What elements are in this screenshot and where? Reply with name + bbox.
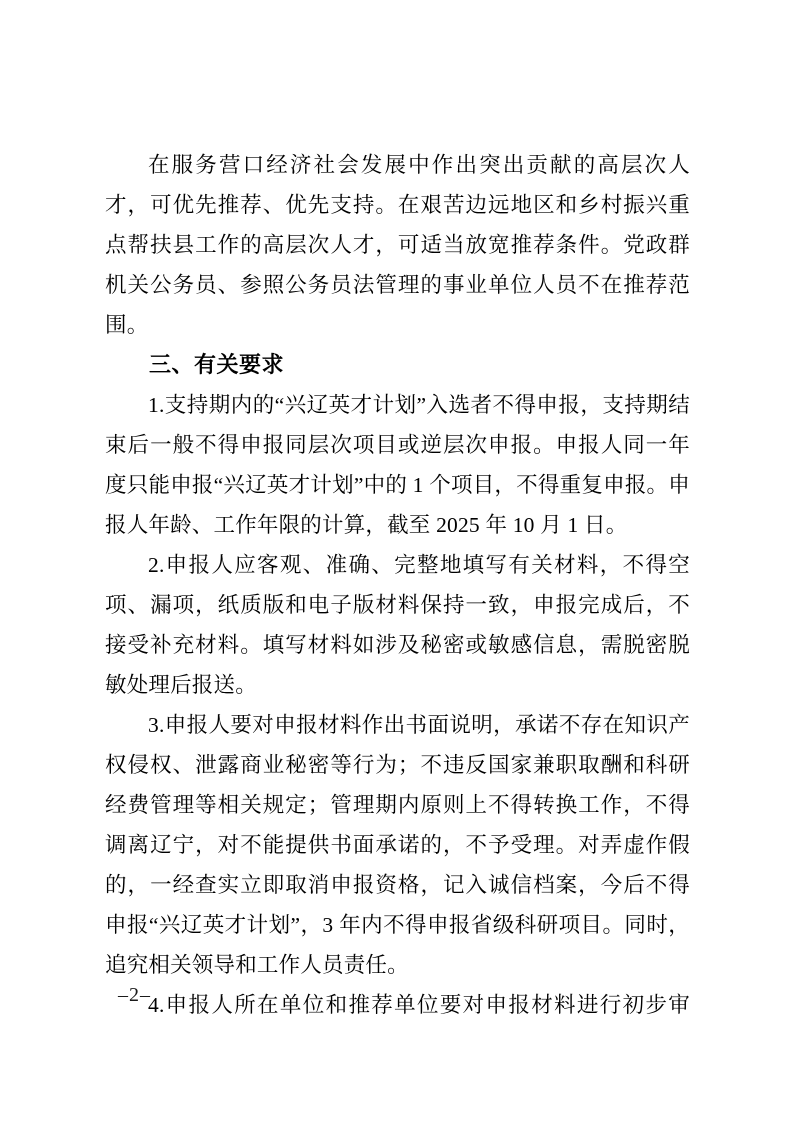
paragraph-item-1: 1.支持期内的“兴辽英才计划”入选者不得申报，支持期结束后一般不得申报同层次项目或逆层次申报。申报人同一年度只能申报“兴辽英才计划”中的 1 个项目，不得重复申报。申报人年龄、工作年限的计算，截至 2025 年 10 月 1 日。	[105, 393, 690, 537]
page-number: –2–	[118, 984, 151, 1006]
section-heading-requirements: 三、有关要求	[149, 352, 285, 377]
paragraph-intro: 在服务营口经济社会发展中作出突出贡献的高层次人才，可优先推荐、优先支持。在艰苦边远地区和乡村振兴重点帮扶县工作的高层次人才，可适当放宽推荐条件。党政群机关公务员、参照公务员法管理的事业单位人员不在推荐范围。	[105, 153, 690, 337]
paragraph-item-2: 2.申报人应客观、准确、完整地填写有关材料，不得空项、漏项，纸质版和电子版材料保持一致，申报完成后，不接受补充材料。填写材料如涉及秘密或敏感信息，需脱密脱敏处理后报送。	[105, 553, 690, 697]
paragraph-item-4: 4.申报人所在单位和推荐单位要对申报材料进行初步审	[148, 993, 690, 1017]
paragraph-item-3: 3.申报人要对申报材料作出书面说明，承诺不存在知识产权侵权、泄露商业秘密等行为；不违反国家兼职取酬和科研经费管理等相关规定；管理期内原则上不得转换工作，不得调离辽宁，对不能提供书面承诺的，不予受理。对弄虚作假的，一经查实立即取消申报资格，记入诚信档案，今后不得申报“兴辽英才计划”，3 年内不得申报省级科研项目。同时，追究相关领导和工作人员责任。	[105, 713, 690, 977]
document-body	[105, 145, 690, 1025]
